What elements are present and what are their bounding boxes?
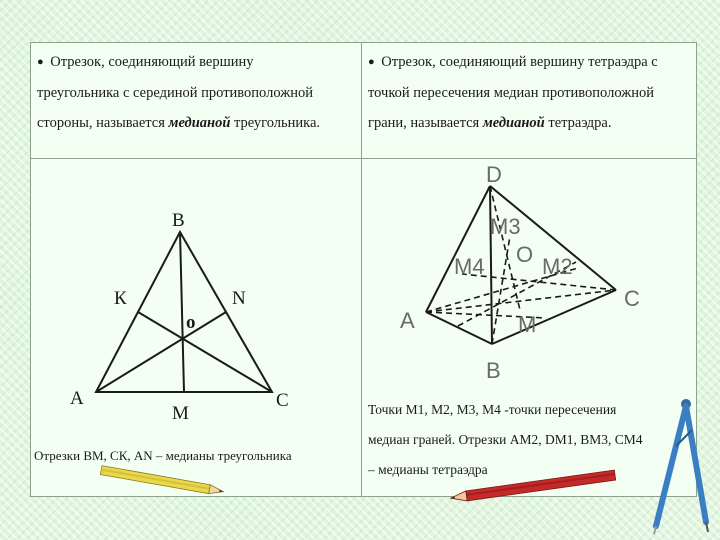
label-d: D bbox=[486, 162, 502, 187]
triangle-caption: Отрезки ВМ, СК, АN – медианы треугольника bbox=[34, 448, 292, 463]
left-definition-line2: треугольника с серединой противоположной bbox=[37, 85, 314, 101]
median-bm3 bbox=[492, 236, 510, 344]
tetrahedron-caption bbox=[368, 395, 688, 485]
term-median: медианой bbox=[482, 115, 545, 131]
edge-da bbox=[426, 186, 490, 312]
triangle-diagram bbox=[96, 232, 272, 392]
label-o-tetra: O bbox=[516, 242, 534, 267]
label-b-tetra: B bbox=[486, 358, 501, 383]
label-a-tetra: A bbox=[400, 308, 415, 333]
edge-db bbox=[490, 186, 492, 344]
tetrahedron-caption-line1: Точки М1, М2, М3, М4 -точки пересечения bbox=[368, 402, 617, 417]
left-definition-line3: стороны, называется bbox=[37, 115, 169, 131]
label-m3: M3 bbox=[490, 214, 521, 239]
label-m-tetra: M bbox=[518, 312, 537, 337]
right-definition-line3-end: тетраэдра. bbox=[544, 115, 612, 131]
edge-ac-hidden bbox=[426, 290, 616, 312]
median-bm bbox=[180, 232, 184, 392]
pencil-yellow-icon bbox=[100, 466, 224, 496]
label-c: С bbox=[276, 390, 289, 411]
right-definition-line2: точкой пересечения медиан противоположной bbox=[368, 85, 654, 101]
label-m4: M4 bbox=[454, 254, 485, 279]
left-definition-line3-end: треугольника. bbox=[230, 115, 321, 131]
left-definition-line1: Отрезок, соединяющий вершину bbox=[50, 54, 254, 70]
bullet-icon: ● bbox=[37, 56, 44, 68]
right-definition-line1: Отрезок, соединяющий вершину тетраэдра с bbox=[381, 54, 658, 70]
label-c-tetra: C bbox=[624, 286, 640, 311]
label-m: М bbox=[172, 403, 189, 424]
term-median: медианой bbox=[168, 115, 231, 131]
label-o: о bbox=[186, 312, 196, 333]
label-m2: M2 bbox=[542, 254, 573, 279]
label-k: К bbox=[114, 288, 127, 309]
label-b: В bbox=[172, 210, 185, 231]
label-n: N bbox=[232, 288, 246, 309]
tetrahedron-caption-line3: – медианы тетраэдра bbox=[368, 462, 488, 477]
edge-ab bbox=[426, 312, 492, 344]
bullet-icon: ● bbox=[368, 56, 375, 68]
tetrahedron-caption-line2: медиан граней. Отрезки АМ2, DМ1, ВМ3, СМ4 bbox=[368, 432, 643, 447]
right-definition-line3: грани, называется bbox=[368, 115, 483, 131]
label-a: А bbox=[70, 388, 84, 409]
